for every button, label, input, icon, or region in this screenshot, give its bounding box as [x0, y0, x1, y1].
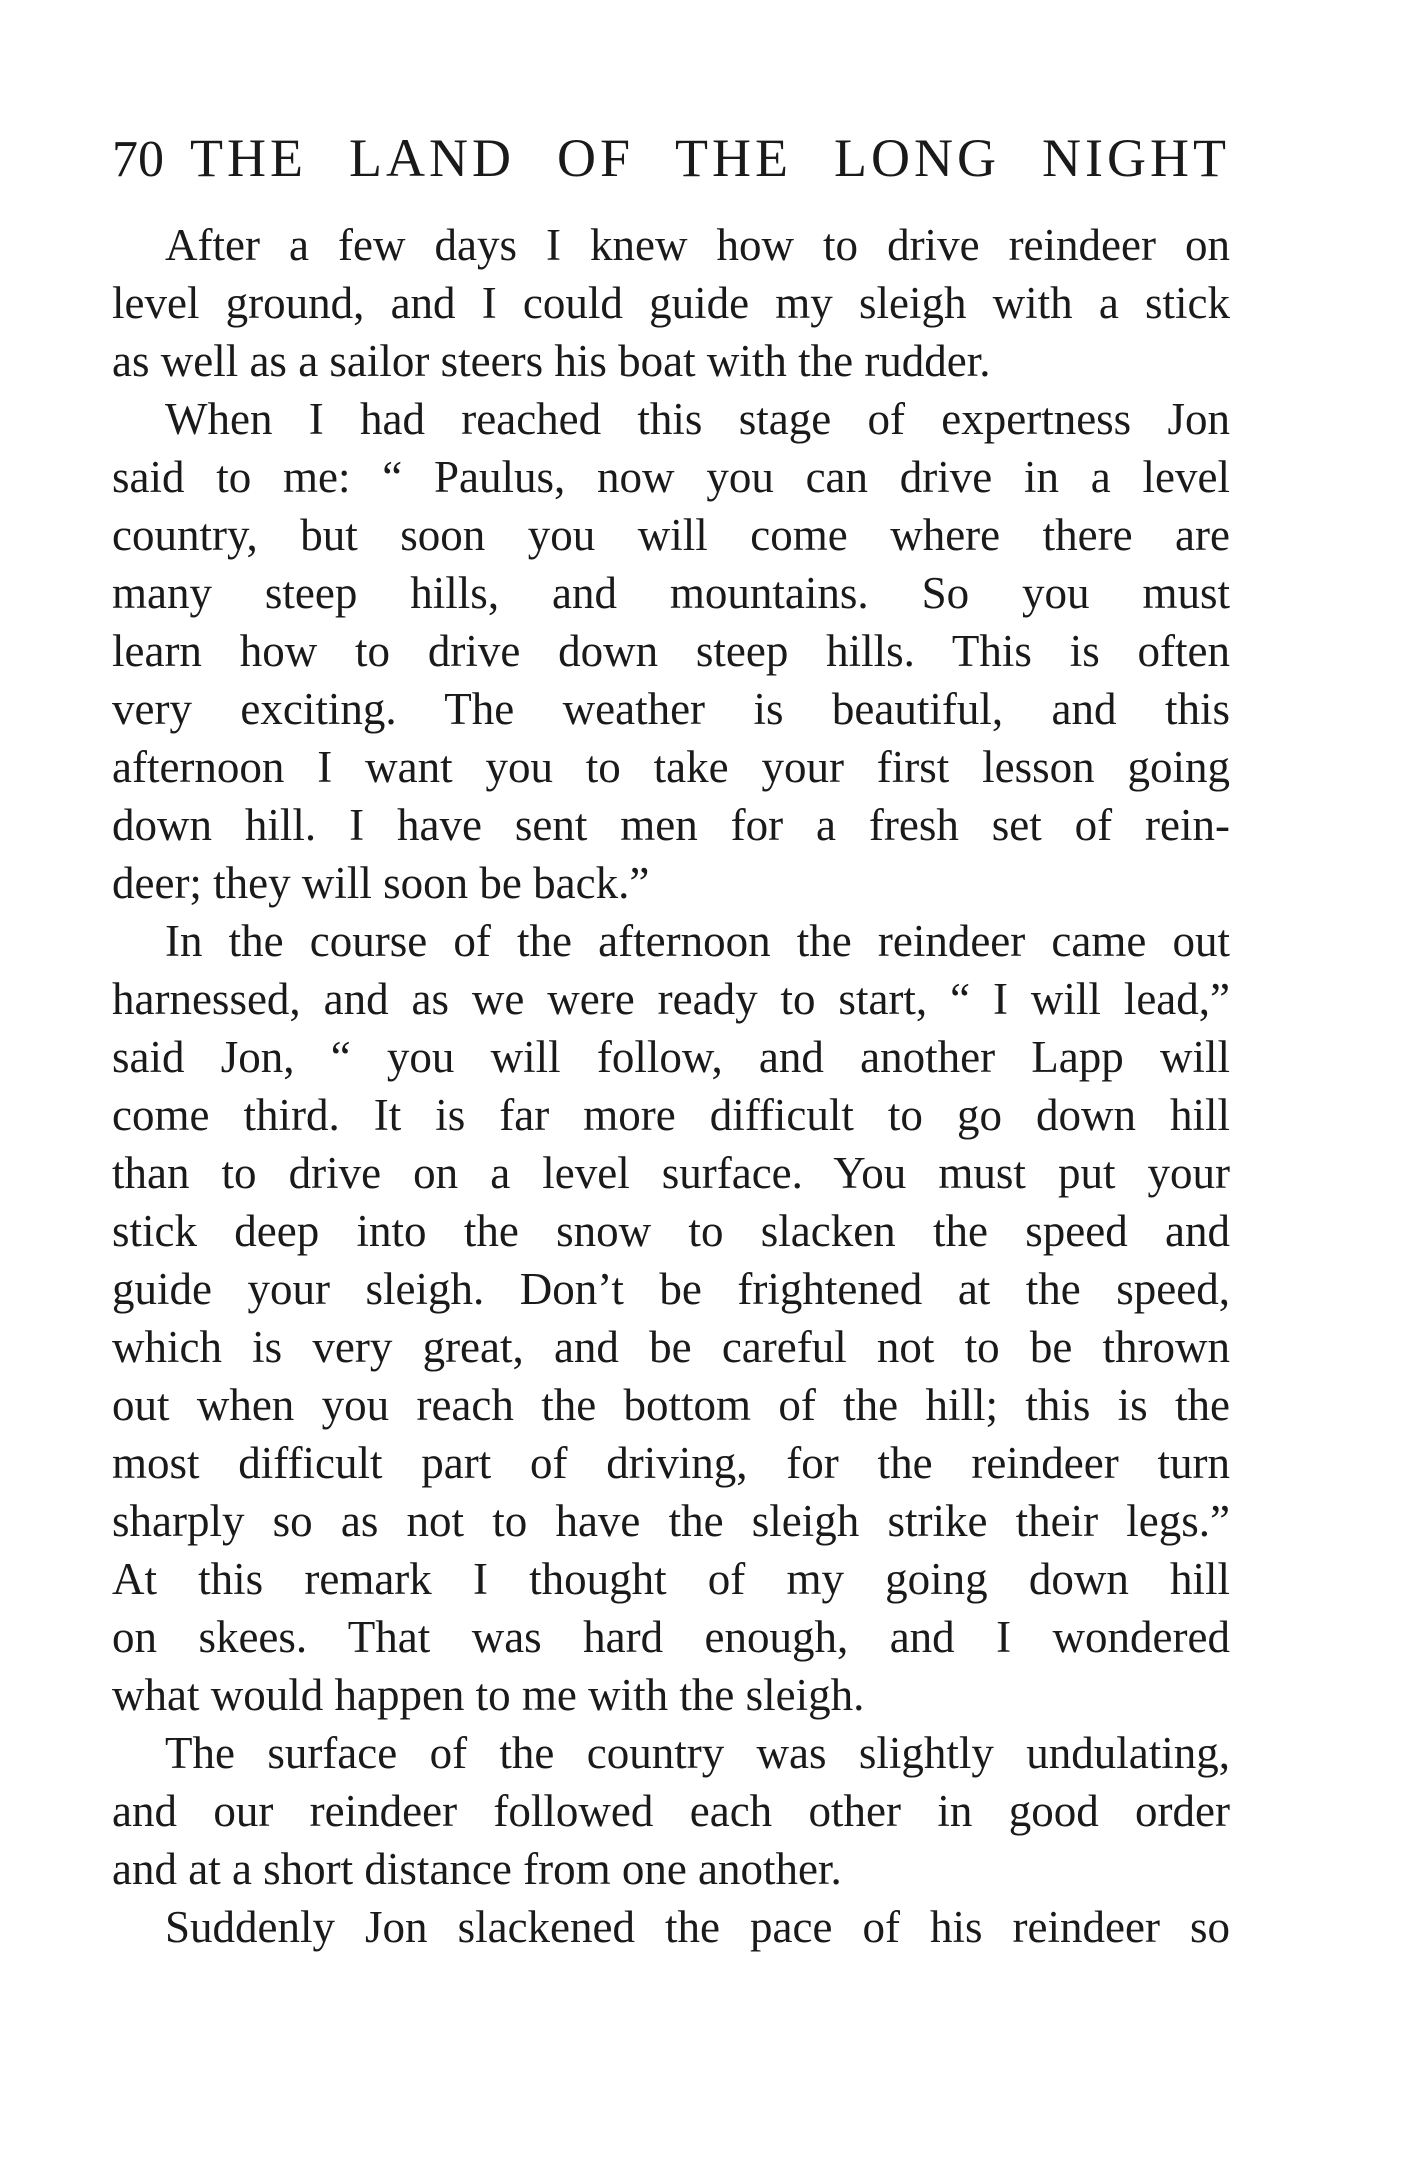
- text-line: many steep hills, and mountains. So you must: [112, 568, 1230, 618]
- text-line: out when you reach the bottom of the hill; this is the: [112, 1380, 1230, 1430]
- paragraph-4: [112, 1724, 1230, 1898]
- text-line: which is very great, and be careful not to be thrown: [112, 1322, 1230, 1372]
- text-line: and our reindeer followed each other in good order: [112, 1786, 1230, 1836]
- text-line: After a few days I knew how to drive reindeer on: [165, 220, 1230, 270]
- body-text: [112, 216, 1230, 1956]
- text-line: on skees. That was hard enough, and I wondered: [112, 1612, 1230, 1662]
- text-line: At this remark I thought of my going down hill: [112, 1554, 1230, 1604]
- text-line: than to drive on a level surface. You must put your: [112, 1148, 1230, 1198]
- text-line: most difficult part of driving, for the reindeer turn: [112, 1438, 1230, 1488]
- text-line: what would happen to me with the sleigh.: [112, 1670, 865, 1720]
- page-number: 70: [112, 131, 164, 188]
- text-line: level ground, and I could guide my sleigh with a stick: [112, 278, 1230, 328]
- paragraph-2: [112, 390, 1230, 912]
- text-line: said to me: “ Paulus, now you can drive in a level: [112, 452, 1230, 502]
- text-line: In the course of the afternoon the reindeer came out: [165, 916, 1230, 966]
- text-line: learn how to drive down steep hills. This is often: [112, 626, 1230, 676]
- text-line: harnessed, and as we were ready to start, “ I will lead,”: [112, 974, 1230, 1024]
- running-head: [112, 118, 1230, 198]
- text-line: When I had reached this stage of expertness Jon: [165, 394, 1230, 444]
- running-title: THE LAND OF THE LONG NIGHT: [190, 128, 1230, 188]
- text-line: guide your sleigh. Don’t be frightened at the speed,: [112, 1264, 1230, 1314]
- paragraph-1: [112, 216, 1230, 390]
- text-line: Suddenly Jon slackened the pace of his reindeer so: [165, 1902, 1230, 1952]
- text-line: as well as a sailor steers his boat with the rudder.: [112, 336, 991, 386]
- text-line: The surface of the country was slightly undulating,: [165, 1728, 1230, 1778]
- text-line: afternoon I want you to take your first lesson going: [112, 742, 1230, 792]
- text-line: come third. It is far more difficult to go down hill: [112, 1090, 1230, 1140]
- paragraph-5: [112, 1898, 1230, 1956]
- paragraph-3: [112, 912, 1230, 1724]
- text-line: stick deep into the snow to slacken the speed and: [112, 1206, 1230, 1256]
- text-line: very exciting. The weather is beautiful, and this: [112, 684, 1230, 734]
- text-line: down hill. I have sent men for a fresh set of rein-: [112, 800, 1230, 850]
- text-line: country, but soon you will come where there are: [112, 510, 1230, 560]
- text-line: deer; they will soon be back.”: [112, 858, 650, 908]
- text-line: said Jon, “ you will follow, and another Lapp will: [112, 1032, 1230, 1082]
- text-line: and at a short distance from one another.: [112, 1844, 842, 1894]
- text-line: sharply so as not to have the sleigh strike their legs.”: [112, 1496, 1230, 1546]
